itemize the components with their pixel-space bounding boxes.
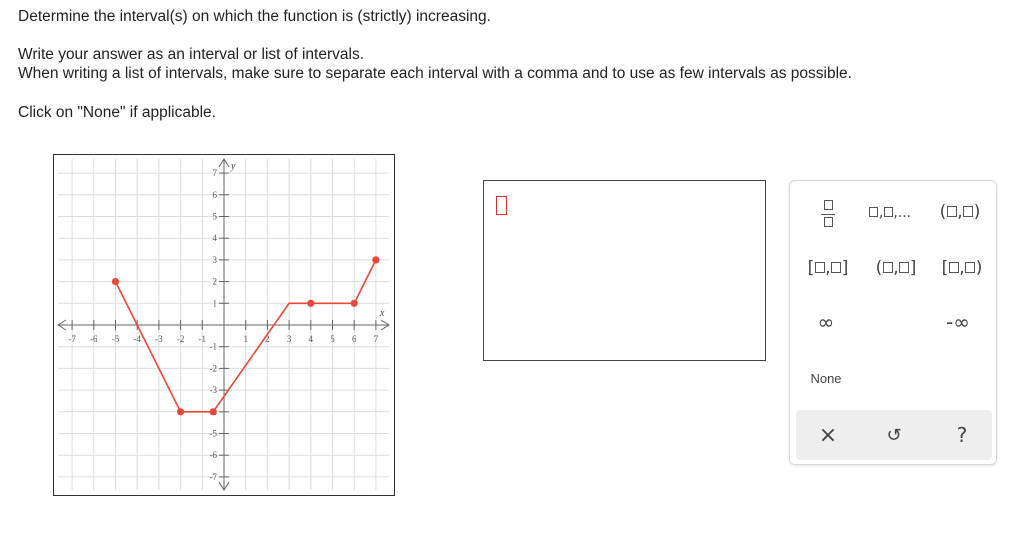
infinity-icon: ∞: [817, 310, 835, 334]
list-button[interactable]: [866, 199, 914, 227]
x-tick-label: 6: [351, 334, 357, 344]
function-point: [177, 408, 184, 415]
fraction-bar-icon: [821, 214, 835, 215]
infinity-button[interactable]: [804, 307, 848, 337]
question-text: Determine the interval(s) on which the function is (strictly) increasing.: [18, 8, 491, 25]
math-palette: [789, 180, 997, 465]
x-tick-label: -1: [198, 334, 207, 344]
y-tick-label: -7: [209, 471, 217, 482]
x-tick-label: 4: [308, 334, 314, 344]
function-point: [210, 408, 217, 415]
clear-button[interactable]: [808, 418, 848, 452]
undo-button[interactable]: [874, 418, 914, 452]
y-axis-label: y: [231, 161, 236, 173]
x-tick-label: -5: [111, 334, 120, 344]
function-point: [112, 278, 119, 285]
x-tick-label: 2: [265, 334, 270, 344]
x-tick-label: -6: [90, 334, 98, 344]
y-tick-label: -3: [209, 385, 217, 396]
y-tick-label: 4: [212, 233, 217, 244]
y-tick-label: -6: [209, 450, 217, 461]
answer-input-box[interactable]: [483, 180, 766, 361]
function-point: [307, 300, 314, 307]
open-interval-button[interactable]: [932, 197, 988, 227]
function-graph: [53, 154, 395, 496]
half-open-left-interval-button[interactable]: [864, 253, 928, 283]
closed-interval-icon: [ , ]: [807, 258, 849, 278]
y-tick-label: -2: [209, 363, 217, 374]
none-button[interactable]: [800, 365, 852, 391]
instruction-none: Click on "None" if applicable.: [18, 104, 216, 121]
answer-cursor: [496, 196, 507, 215]
y-tick-label: 5: [212, 211, 217, 222]
x-tick-label: 1: [243, 334, 248, 344]
x-tick-label: 3: [286, 334, 292, 344]
instruction-list: When writing a list of intervals, make sure to separate each interval with a comma and to use as few intervals as possible.: [18, 65, 852, 82]
undo-icon: ↺: [886, 424, 902, 446]
x-tick-label: -4: [133, 334, 141, 344]
function-point: [372, 256, 379, 263]
x-axis-label: x: [379, 308, 385, 319]
open-interval-icon: ( , ): [939, 202, 981, 222]
half-open-left-interval-icon: ( , ]: [875, 258, 917, 278]
negative-infinity-icon: -∞: [946, 310, 970, 334]
graph-canvas: [54, 155, 393, 494]
x-tick-label: 5: [330, 334, 335, 344]
fraction-numerator-icon: [824, 200, 833, 210]
none-button-label: None: [810, 370, 842, 386]
list-icon: , ,...: [869, 205, 911, 221]
help-icon: ?: [956, 423, 968, 447]
y-tick-label: 7: [212, 168, 217, 179]
y-tick-label: 2: [212, 276, 217, 287]
palette-footer: [796, 410, 992, 460]
y-tick-label: 1: [212, 298, 217, 309]
negative-infinity-button[interactable]: [930, 307, 986, 337]
x-tick-label: -3: [155, 334, 163, 344]
x-tick-label: 7: [373, 334, 379, 344]
fraction-button[interactable]: [810, 195, 846, 233]
function-point: [351, 300, 358, 307]
y-tick-label: 3: [212, 254, 217, 265]
half-open-right-interval-button[interactable]: [932, 253, 992, 283]
x-tick-label: -7: [68, 334, 76, 344]
y-tick-label: -5: [209, 428, 217, 439]
x-tick-label: -2: [176, 334, 185, 344]
close-icon: ×: [818, 422, 838, 448]
instruction-format: Write your answer as an interval or list of intervals.: [18, 46, 365, 63]
y-tick-label: 6: [212, 189, 217, 200]
help-button[interactable]: [942, 418, 982, 452]
fraction-denominator-icon: [824, 217, 833, 227]
closed-interval-button[interactable]: [796, 253, 860, 283]
half-open-right-interval-icon: [ , ): [941, 258, 983, 278]
y-tick-label: -1: [209, 341, 217, 352]
